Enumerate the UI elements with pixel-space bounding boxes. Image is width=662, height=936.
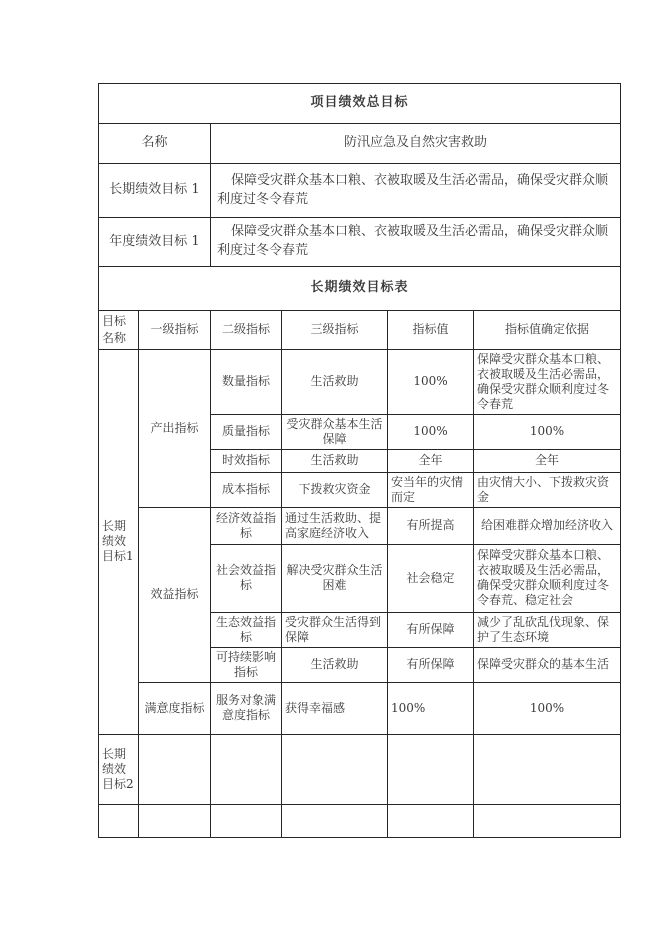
cell-level2: 数量指标 <box>211 349 282 414</box>
cell-value: 100% <box>388 349 474 414</box>
group-output: 产出指标 <box>139 349 211 507</box>
goal2-label: 长期绩效目标2 <box>99 734 139 804</box>
table-row <box>99 267 621 311</box>
cell-level3: 解决受灾群众生活困难 <box>282 544 388 612</box>
group-benefit: 效益指标 <box>139 507 211 682</box>
cell-basis: 保障受灾群众的基本生活 <box>474 647 621 682</box>
cell-value: 有所保障 <box>388 647 474 682</box>
header-level3: 三级指标 <box>282 311 388 350</box>
table-row <box>99 804 621 837</box>
cell-basis: 由灾情大小、下拨救灾资金 <box>474 472 621 507</box>
document-sheet <box>98 83 621 838</box>
cell-basis: 减少了乱砍乱伐现象、保护了生态环境 <box>474 612 621 647</box>
table-row <box>99 124 621 164</box>
empty-cell <box>139 734 211 804</box>
cell-level2: 生态效益指标 <box>211 612 282 647</box>
main-title: 项目绩效总目标 <box>99 84 621 124</box>
cell-level3: 受灾群众生活得到保障 <box>282 612 388 647</box>
cell-level2: 质量指标 <box>211 414 282 449</box>
annual-goal-text: 保障受灾群众基本口粮、衣被取暖及生活必需品，确保受灾群众顺利度过冬令春荒 <box>211 218 621 267</box>
section-title: 长期绩效目标表 <box>99 267 621 311</box>
cell-level2: 成本指标 <box>211 472 282 507</box>
cell-value: 有所提高 <box>388 507 474 544</box>
cell-level2: 可持续影响指标 <box>211 647 282 682</box>
header-value: 指标值 <box>388 311 474 350</box>
cell-level2: 社会效益指标 <box>211 544 282 612</box>
cell-basis: 保障受灾群众基本口粮、衣被取暖及生活必需品，确保受灾群众顺利度过冬令春荒、稳定社会 <box>474 544 621 612</box>
grid-header-row <box>99 311 621 350</box>
cell-level3: 下拨救灾资金 <box>282 472 388 507</box>
cell-value: 有所保障 <box>388 612 474 647</box>
cell-basis: 100% <box>474 682 621 734</box>
performance-table <box>98 83 621 838</box>
header-basis: 指标值确定依据 <box>474 311 621 350</box>
cell-level3: 受灾群众基本生活保障 <box>282 414 388 449</box>
cell-value: 安当年的灾情而定 <box>388 472 474 507</box>
cell-level2: 服务对象满意度指标 <box>211 682 282 734</box>
empty-cell <box>139 804 211 837</box>
empty-cell <box>282 734 388 804</box>
cell-basis: 100% <box>474 414 621 449</box>
table-row <box>99 734 621 804</box>
table-row <box>99 218 621 267</box>
goal1-label: 长期绩效目标1 <box>99 349 139 734</box>
cell-level2: 经济效益指标 <box>211 507 282 544</box>
cell-basis: 保障受灾群众基本口粮、衣被取暖及生活必需品，确保受灾群众顺利度过冬令春荒 <box>474 349 621 414</box>
longterm-goal-text: 保障受灾群众基本口粮、衣被取暖及生活必需品，确保受灾群众顺利度过冬令春荒 <box>211 164 621 218</box>
table-row <box>99 84 621 124</box>
cell-level3: 生活救助 <box>282 349 388 414</box>
cell-level2: 时效指标 <box>211 449 282 472</box>
empty-cell <box>388 734 474 804</box>
cell-level3: 生活救助 <box>282 449 388 472</box>
name-label: 名称 <box>99 124 211 164</box>
cell-level3: 生活救助 <box>282 647 388 682</box>
empty-cell <box>282 804 388 837</box>
cell-value: 全年 <box>388 449 474 472</box>
empty-cell <box>474 734 621 804</box>
table-row <box>99 349 621 414</box>
empty-cell <box>99 804 139 837</box>
cell-value: 100% <box>388 682 474 734</box>
longterm-goal-label: 长期绩效目标 1 <box>99 164 211 218</box>
empty-cell <box>388 804 474 837</box>
cell-level3: 通过生活救助、提高家庭经济收入 <box>282 507 388 544</box>
header-level2: 二级指标 <box>211 311 282 350</box>
cell-basis: 全年 <box>474 449 621 472</box>
cell-value: 社会稳定 <box>388 544 474 612</box>
group-satisfaction: 满意度指标 <box>139 682 211 734</box>
cell-basis: 给困难群众增加经济收入 <box>474 507 621 544</box>
name-value: 防汛应急及自然灾害救助 <box>211 124 621 164</box>
table-row <box>99 164 621 218</box>
empty-cell <box>474 804 621 837</box>
header-level1: 一级指标 <box>139 311 211 350</box>
table-row <box>99 682 621 734</box>
table-row <box>99 507 621 544</box>
header-goal-name: 目标名称 <box>99 311 139 350</box>
annual-goal-label: 年度绩效目标 1 <box>99 218 211 267</box>
empty-cell <box>211 804 282 837</box>
empty-cell <box>211 734 282 804</box>
cell-value: 100% <box>388 414 474 449</box>
cell-level3: 获得幸福感 <box>282 682 388 734</box>
